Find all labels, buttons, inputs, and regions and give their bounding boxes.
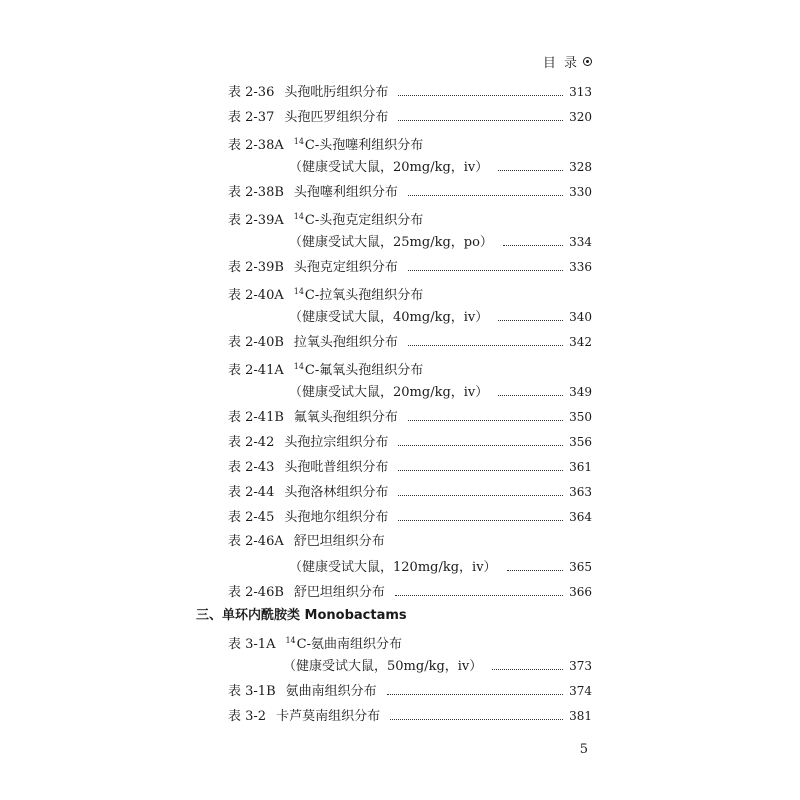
toc-entry-note: [283, 657, 592, 675]
entry-title: [294, 184, 398, 202]
entry-title: [284, 109, 388, 127]
table-label: 表 2-45: [228, 510, 275, 525]
entry-page-number: 364: [569, 510, 592, 524]
entry-title: [286, 683, 377, 701]
entry-title: [294, 259, 398, 277]
toc-entry: [228, 483, 592, 501]
table-label: 表 2-37: [228, 110, 275, 125]
dot-leader: [408, 270, 563, 271]
dot-leader: [395, 595, 563, 596]
entry-page-number: 349: [569, 385, 592, 399]
entry-page-number: 361: [569, 460, 592, 474]
entry-title: [285, 632, 402, 654]
toc-entry: [228, 283, 423, 301]
table-label: 表 2-42: [228, 435, 275, 450]
header-label: 目 录: [542, 56, 579, 71]
toc-entry-note: [289, 383, 592, 401]
table-label: 表 2-44: [228, 485, 275, 500]
toc-entry: [228, 533, 385, 551]
entry-page-number: 313: [569, 85, 592, 99]
entry-title: [284, 84, 388, 102]
section-heading: 三、单环内酰胺类 Monobactams: [196, 608, 407, 623]
entry-title-text: 拉氧头孢组织分布: [293, 335, 398, 350]
table-label: 表 2-39B: [228, 260, 284, 275]
entry-title-text: 头孢克定组织分布: [293, 260, 398, 275]
entry-title-text: 卡芦莫南组织分布: [276, 709, 381, 724]
entry-title: [289, 309, 488, 327]
dot-leader: [498, 395, 563, 396]
dot-leader: [398, 120, 563, 121]
entry-title: [289, 234, 493, 252]
entry-title: [284, 434, 388, 452]
toc-entry: [228, 83, 592, 101]
dot-leader: [398, 95, 563, 96]
entry-title-text: （健康受试大鼠，50mg/kg，iv）: [283, 659, 483, 674]
table-label: 表 2-46B: [228, 585, 284, 600]
entry-title-text: 头孢地尔组织分布: [284, 510, 389, 525]
entry-title: [294, 133, 424, 155]
entry-page-number: 334: [569, 235, 592, 249]
table-label: 表 2-39A: [228, 213, 284, 228]
entry-title-text: C-氟氧头孢组织分布: [304, 363, 424, 378]
table-label: 表 2-38B: [228, 185, 284, 200]
toc-entry: [228, 408, 592, 426]
entry-title: [283, 658, 482, 676]
table-label: 表 3-1B: [228, 684, 276, 699]
entry-title: [294, 358, 424, 380]
entry-title: [289, 559, 497, 577]
entry-page-number: 363: [569, 485, 592, 499]
table-label: 表 2-46A: [228, 534, 284, 549]
dot-leader: [507, 570, 564, 571]
entry-title: [294, 283, 424, 305]
dot-leader: [387, 694, 563, 695]
table-label: 表 3-1A: [228, 637, 276, 652]
entry-title-text: 头孢吡普组织分布: [284, 460, 389, 475]
dot-leader: [390, 719, 563, 720]
isotope-superscript: 14: [293, 212, 304, 221]
entry-title: [276, 708, 380, 726]
entry-title-text: （健康受试大鼠，40mg/kg，iv）: [289, 310, 489, 325]
entry-title: [289, 159, 488, 177]
dot-leader: [498, 170, 563, 171]
toc-entry: [228, 458, 592, 476]
entry-title-text: C-氨曲南组织分布: [296, 637, 402, 652]
entry-title: [284, 459, 388, 477]
toc-entry: [228, 358, 423, 376]
dot-leader: [408, 420, 563, 421]
table-label: 表 2-38A: [228, 138, 284, 153]
toc-entry: [228, 707, 592, 725]
entry-page-number: 356: [569, 435, 592, 449]
toc-entry: [228, 108, 592, 126]
dot-leader: [498, 320, 563, 321]
entry-page-number: 320: [569, 110, 592, 124]
toc-entry: [228, 208, 423, 226]
entry-page-number: 366: [569, 585, 592, 599]
page-number: 5: [579, 742, 588, 757]
dot-leader: [398, 520, 563, 521]
isotope-superscript: 14: [293, 362, 304, 371]
entry-page-number: 340: [569, 310, 592, 324]
entry-title-text: 氨曲南组织分布: [285, 684, 377, 699]
dot-leader: [503, 245, 563, 246]
entry-page-number: 342: [569, 335, 592, 349]
toc-entry: [228, 333, 592, 351]
entry-title: [294, 584, 385, 602]
toc-entry: [228, 632, 402, 650]
toc-entry: [228, 258, 592, 276]
dot-leader: [408, 195, 563, 196]
dot-leader: [398, 495, 563, 496]
toc-entry-note: [289, 558, 592, 576]
toc-entry: [228, 682, 592, 700]
dot-leader: [398, 445, 563, 446]
entry-title: [284, 509, 388, 527]
isotope-superscript: 14: [285, 636, 296, 645]
entry-page-number: 374: [569, 684, 592, 698]
entry-title-text: （健康受试大鼠，20mg/kg，iv）: [289, 160, 489, 175]
entry-page-number: 381: [569, 709, 592, 723]
entry-title-text: C-头孢噻利组织分布: [304, 138, 424, 153]
entry-title-text: 舒巴坦组织分布: [293, 585, 385, 600]
toc-entry: [228, 133, 423, 151]
entry-title: [294, 334, 398, 352]
entry-page-number: 350: [569, 410, 592, 424]
table-label: 表 2-41A: [228, 363, 284, 378]
entry-title: [294, 208, 424, 230]
entry-title-text: （健康受试大鼠，20mg/kg，iv）: [289, 385, 489, 400]
toc-entry: [228, 433, 592, 451]
entry-title: [284, 484, 388, 502]
toc-entry: [228, 183, 592, 201]
entry-title-text: 头孢吡肟组织分布: [284, 85, 389, 100]
table-label: 表 2-40B: [228, 335, 284, 350]
table-label: 表 2-41B: [228, 410, 284, 425]
entry-title-text: 舒巴坦组织分布: [293, 534, 385, 549]
dot-leader: [408, 345, 563, 346]
table-label: 表 2-40A: [228, 288, 284, 303]
entry-page-number: 365: [569, 560, 592, 574]
toc-entry-note: [289, 158, 592, 176]
entry-title-text: （健康受试大鼠，120mg/kg，iv）: [289, 560, 497, 575]
table-label: 表 2-43: [228, 460, 275, 475]
dot-leader: [398, 470, 563, 471]
isotope-superscript: 14: [293, 137, 304, 146]
table-label: 表 2-36: [228, 85, 275, 100]
entry-title-text: 头孢匹罗组织分布: [284, 110, 389, 125]
entry-title: [294, 409, 398, 427]
table-label: 表 3-2: [228, 709, 267, 724]
entry-page-number: 336: [569, 260, 592, 274]
toc-entry-note: [289, 308, 592, 326]
entry-page-number: 328: [569, 160, 592, 174]
toc-entry: [228, 508, 592, 526]
toc-entry-note: [289, 233, 592, 251]
entry-page-number: 373: [569, 659, 592, 673]
toc-entry: [228, 583, 592, 601]
entry-title-text: （健康受试大鼠，25mg/kg，po）: [289, 235, 493, 250]
dot-leader: [492, 669, 563, 670]
entry-title: [289, 384, 488, 402]
entry-title: [294, 533, 385, 551]
entry-title-text: C-头孢克定组织分布: [304, 213, 424, 228]
entry-title-text: 氟氧头孢组织分布: [293, 410, 398, 425]
entry-title-text: 头孢噻利组织分布: [293, 185, 398, 200]
entry-title-text: 头孢洛林组织分布: [284, 485, 389, 500]
isotope-superscript: 14: [293, 287, 304, 296]
entry-title-text: C-拉氧头孢组织分布: [304, 288, 424, 303]
entry-title-text: 头孢拉宗组织分布: [284, 435, 389, 450]
entry-page-number: 330: [569, 185, 592, 199]
